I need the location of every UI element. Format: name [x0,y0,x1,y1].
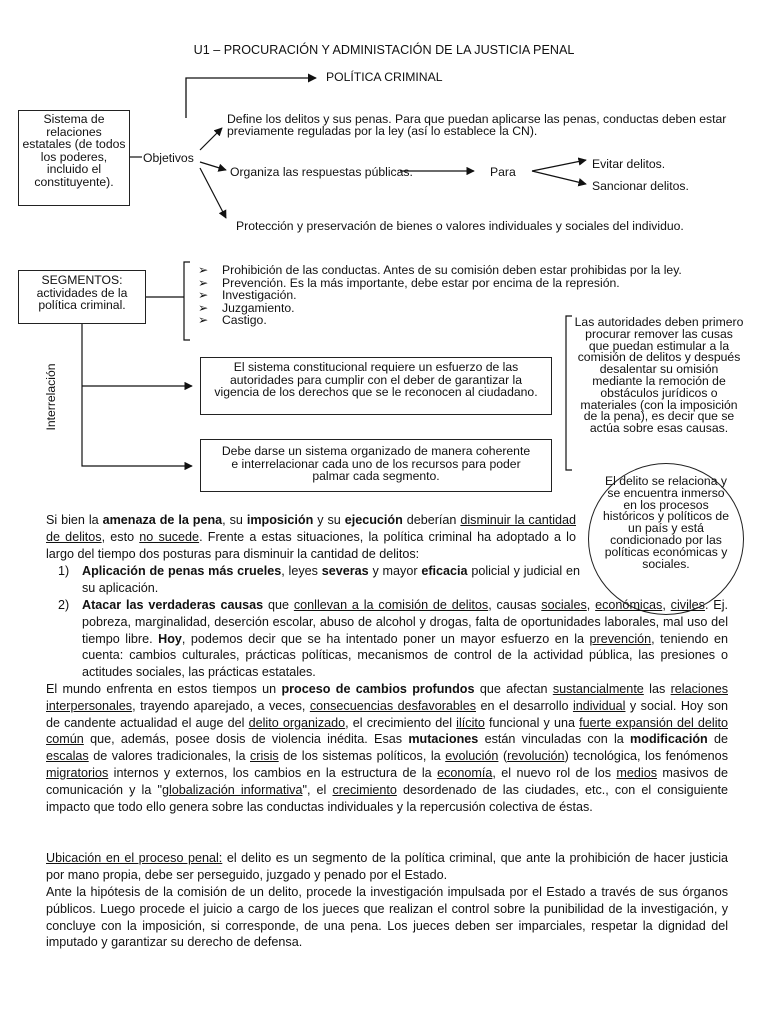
objetivo-organiza: Organiza las respuestas públicas. [230,165,413,179]
objetivo-proteccion: Protección y preservación de bienes o valores individuales y sociales del individuo. [236,219,684,233]
postura-1: Aplicación de penas más crueles, leyes severas y mayor eficacia policial y judicial en su aplicación. [82,564,580,595]
paragraph-amenaza: Si bien la amenaza de la pena, su imposición y su ejecución deberían disminuir la cantidad de delitos, esto no sucede. Frente a estas situaciones, la política criminal ha adoptado a lo largo del tiempo dos posturas para disminuir la cantidad de delitos: [46,513,577,561]
evitar-delitos: Evitar delitos. [592,157,666,171]
paragraph-mundo: El mundo enfrenta en estos tiempos un proceso de cambios profundos que afectan sustancialmente las relaciones interpersonales, trayendo aparejado, a veces, consecuencias desfavorables en el desarrollo individual y social. Hoy son de candente actualidad el auge del delito organizado, el crecimiento del ilícito funcional y una fuerte expansión del delito común que, además, posee dosis de violencia inédita. Esas mutaciones están vinculadas con la modificación de escalas de valores tradicionales, la crisis de los sistemas políticos, la evolución (revolución) tecnológica, los fenómenos migratorios internos y externos, los cambios en la estructura de la economía, el nuevo rol de los medios masivos de comunicación y la "globalización informativa", el crecimiento desordenado de las ciudades, etc., con el consiguiente impacto que todo ello genera sobre las conductas individuales y la repercusión colectiva de éstas. [46,682,728,814]
sistema-organizado-box: Debe darse un sistema organizado de manera coherente e interrelacionar cada uno de los recursos para poder palmar cada segmento. [200,439,552,492]
sistema-relaciones-box: Sistema de relaciones estatales (de todos los poderes, incluido el constituyente). [18,110,130,206]
autoridades-note: Las autoridades deben primero procurar remover las cusas que puedan estimular a la comisión de delitos y después desalentar su omisión mediante la remoción de obstáculos jurídicos o materiales (con la imposición de la pena), es decir que se actúa sobre esas causas. [574,315,744,436]
paragraph-ubicacion: Ubicación en el proceso penal: el delito es un segmento de la política criminal, que ante la prohibición de hacer justicia por mano propia, debe ser perseguido, juzgado y penado por el Estado. [46,851,728,882]
paragraph-hipotesis: Ante la hipótesis de la comisión de un delito, procede la investigación impulsada por el Estado a través de sus órganos públicos. Luego procede el juicio a cargo de los jueces que realizan el control sobre la punibilidad de la investigación, y concluye con la imposición, si corresponde, de una pena. Los jueces deben ser imparciales, respetar la dignidad del imputado y garantizar su derecho de defensa. [46,885,728,950]
list-item: ➢ Prohibición de las conductas. Antes de su comisión deben estar prohibidas por la ley. [198,263,682,277]
objetivo-define: Define los delitos y sus penas. Para que puedan aplicarse las penas, conductas deben estar previamente reguladas por la ley (así lo establece la CN). [227,112,727,138]
segmentos-box: SEGMENTOS: actividades de la política criminal. [18,270,146,324]
list-marker: 2) [58,598,70,612]
list-item: ➢ Castigo. [198,313,267,328]
interrelacion-label: Interrelación [44,363,58,431]
delito-circle-text: El delito se relaciona y se encuentra inmerso en los procesos históricos y políticos de un país y está condicionado por las políticas económicas y sociales. [603,474,729,571]
page-title: U1 – PROCURACIÓN Y ADMINISTACIÓN DE LA JUSTICIA PENAL [193,43,575,57]
list-item: ➢ Juzgamiento. [198,300,295,315]
list-marker: 1) [58,564,70,578]
sancionar-delitos: Sancionar delitos. [592,179,689,193]
politica-criminal-heading: POLÍTICA CRIMINAL [326,70,443,84]
objetivos-label: Objetivos [143,151,194,165]
postura-2: Atacar las verdaderas causas que conllevan a la comisión de delitos, causas sociales, económicas, civiles. Ej. pobreza, marginalidad, deserción escolar, abuso de alcohol y drogas, falta de oportunidades laborales, mal uso del tiempo libre. Hoy, podemos decir que se ha intentado poner un mayor esfuerzo en la prevención, teniendo en cuenta: cambios culturales, prácticas políticas, mecanismos de control de la actividad pública, las presiones o actitudes sociales, las prácticas estatales. [82,598,729,680]
para-label: Para [490,165,516,179]
list-item: ➢ Investigación. [198,288,297,303]
list-item: ➢ Prevención. Es la más importante, debe estar por encima de la represión. [198,275,620,290]
sistema-constitucional-box: El sistema constitucional requiere un esfuerzo de las autoridades para cumplir con el deber de garantizar la vigencia de los derechos que se le reconocen al ciudadano. [200,357,552,415]
